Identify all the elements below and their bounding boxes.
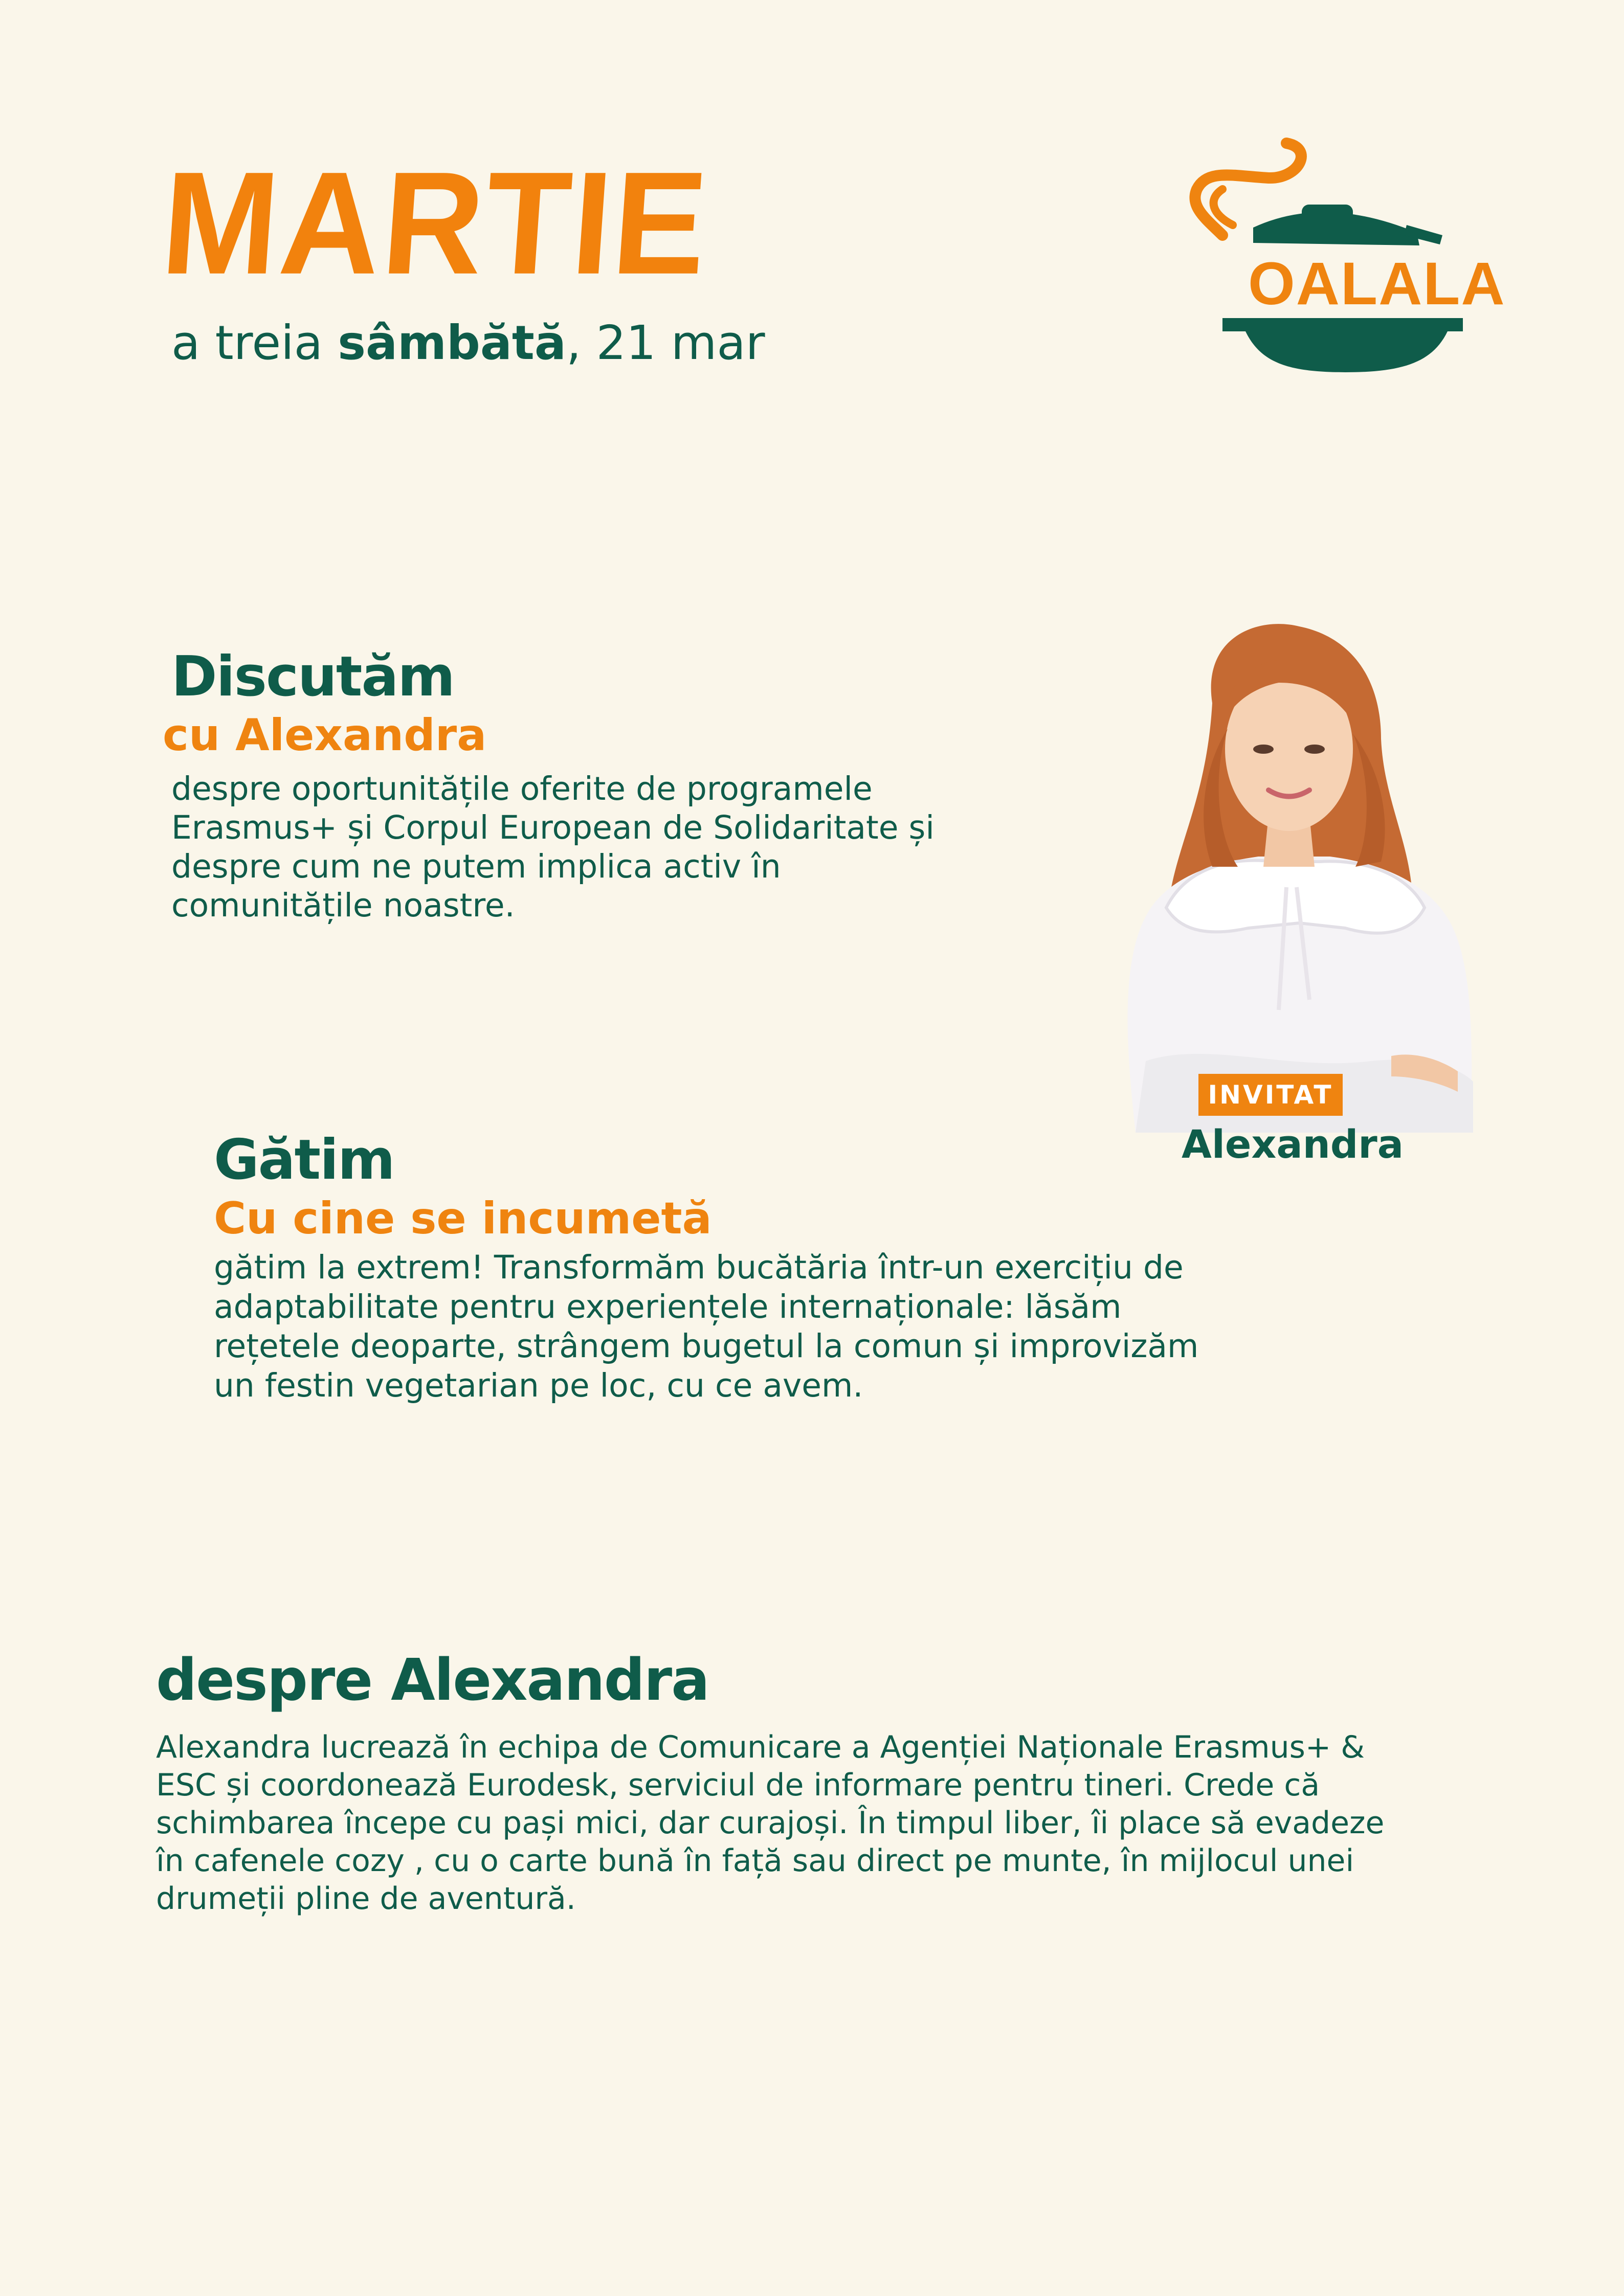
text-line: adaptabilitate pentru experiențele internaționale: lăsăm [214,1288,1122,1325]
event-date [171,316,765,370]
text-line: în cafenele cozy , cu o carte bună în față sau direct pe munte, în mijlocul unei [156,1843,1354,1879]
guest-name: Alexandra [1182,1121,1404,1167]
date-day: , 21 mar [566,316,765,370]
text-line: comunitățile noastre. [171,887,515,924]
about-heading: despre Alexandra [156,1647,709,1714]
discussion-subheading: cu Alexandra [163,710,487,761]
discussion-heading: Discutăm [171,645,454,709]
cooking-heading: Gătim [214,1128,394,1192]
text-line: gătim la extrem! Transformăm bucătăria într-un exercițiu de [214,1249,1184,1286]
month-title: MARTIE [157,141,714,305]
text-line: schimbarea începe cu pași mici, dar curajoși. În timpul liber, îi place să evadeze [156,1805,1385,1841]
text-line: Alexandra lucrează în echipa de Comunicare a Agenției Naționale Erasmus+ & [156,1729,1365,1765]
oalala-logo [1176,138,1506,373]
text-line: Erasmus+ și Corpul European de Solidaritate și [171,809,935,846]
date-prefix: a treia [171,316,338,370]
about-text [156,1728,1384,1918]
text-line: despre cum ne putem implica activ în [171,848,781,885]
guest-portrait-image [1105,621,1478,1133]
cooking-subheading: Cu cine se incumetă [214,1193,712,1244]
text-line: drumeții pline de aventură. [156,1881,576,1917]
cooking-text [214,1248,1198,1405]
guest-photo [1105,621,1478,1133]
text-line: un festin vegetarian pe loc, cu ce avem. [214,1367,863,1404]
logo-text: OALALA [1248,250,1506,318]
pot-logo-icon [1176,138,1506,373]
text-line: ESC și coordonează Eurodesk, serviciul de informare pentru tineri. Crede că [156,1767,1320,1803]
discussion-text [171,770,935,925]
text-line: rețetele deoparte, strângem bugetul la comun și improvizăm [214,1327,1199,1365]
date-weekday: sâmbătă [338,316,566,370]
pot-body-icon [1222,318,1463,372]
guest-badge: INVITAT [1198,1074,1343,1116]
text-line: despre oportunitățile oferite de programele [171,770,873,807]
